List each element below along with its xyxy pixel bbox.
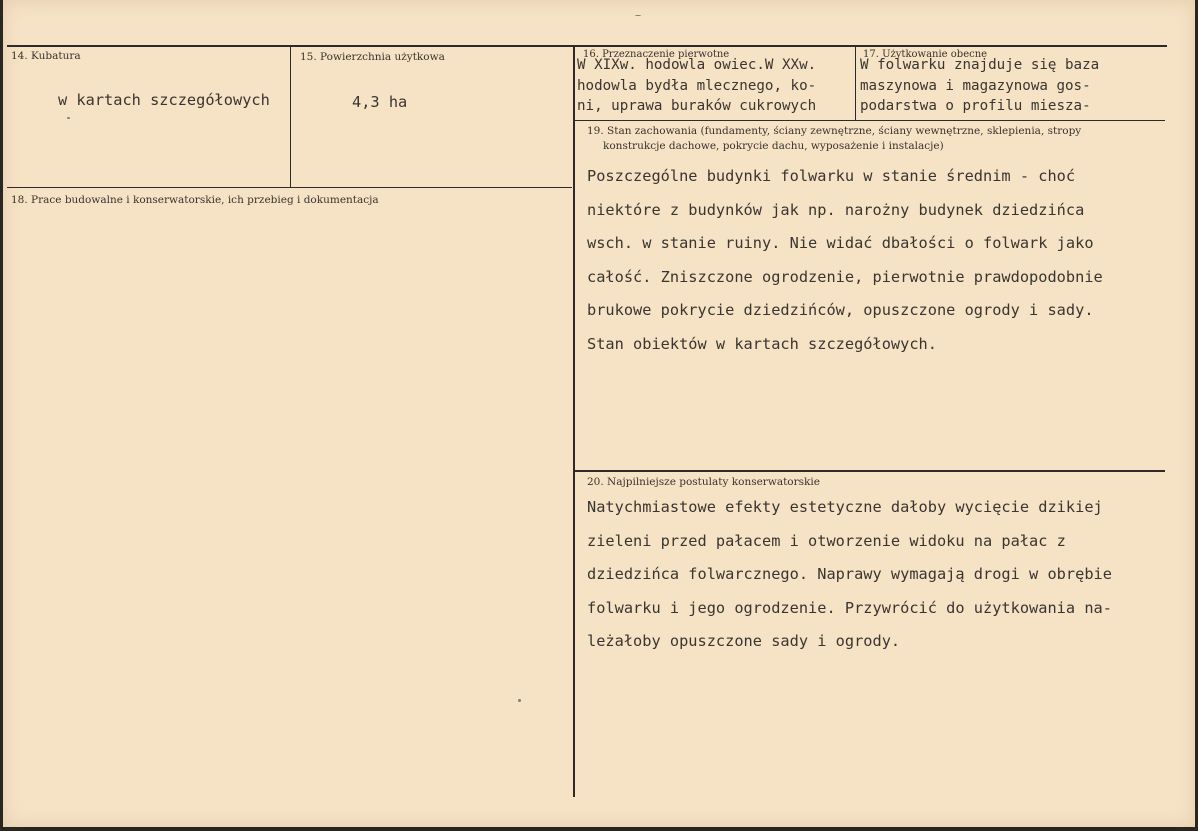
field-20-line: leżałoby opuszczone sady i ogrody.	[587, 632, 901, 651]
field-17-text	[860, 55, 1160, 119]
field-17-line	[860, 117, 1160, 120]
field-17-line: W folwarku znajduje się baza	[860, 57, 1100, 73]
paper-speck	[67, 117, 70, 119]
field-20-line: dziedzińca folwarcznego. Naprawy wymagają drogi w obrębie	[587, 565, 1112, 584]
field-16-line: hodowla bydła mlecznego, ko-	[577, 77, 817, 94]
field-19-line: Poszczególne budynki folwarku w stanie średnim - choć	[587, 167, 1076, 185]
field-19-line: wsch. w stanie ruiny. Nie widać dbałości o folwark jako	[587, 234, 1094, 253]
field-15-value: 4,3 ha	[352, 93, 408, 111]
field-16-line: ni, uprawa buraków cukrowych	[577, 98, 817, 114]
field-15-label: 15. Powierzchnia użytkowa	[300, 51, 445, 63]
paper-speck	[635, 15, 641, 16]
rule-under-field-16-17	[575, 120, 1165, 121]
field-17-line: maszynowa i magazynowa gos-	[860, 77, 1091, 94]
field-19-line: brukowe pokrycie dziedzińców, opuszczone ogrody i sady.	[587, 301, 1094, 320]
field-19-label-line-2: konstrukcje dachowe, pokrycie dachu, wyposażenie i instalacje)	[603, 140, 944, 152]
field-14-label: 14. Kubatura	[11, 50, 81, 62]
record-card	[3, 0, 1195, 827]
field-16-label: 16. Przeznaczenie pierwotne	[583, 49, 730, 60]
field-20-line: Natychmiastowe efekty estetyczne dałoby wycięcie dzikiej	[587, 498, 1103, 516]
field-16-line	[577, 117, 853, 120]
divider-16-17	[855, 45, 856, 121]
rule-above-field-20	[575, 470, 1165, 472]
field-19-line: niektóre z budynków jak np. narożny budynek dziedzińca	[587, 200, 1085, 219]
rule-under-row-1	[7, 187, 572, 188]
field-19-line: całość. Zniszczone ogrodzenie, pierwotnie prawdopodobnie	[587, 267, 1103, 286]
field-19-text	[587, 160, 1103, 362]
field-19-label-line-1: 19. Stan zachowania (fundamenty, ściany zewnętrzne, ściany wewnętrzne, sklepienia, stropy	[587, 125, 1082, 137]
field-17-line: podarstwa o profilu miesza-	[860, 98, 1091, 114]
field-17-label: 17. Użytkowanie obecne	[863, 49, 988, 60]
field-20-text	[587, 491, 1112, 659]
top-rule	[7, 45, 1167, 47]
field-19-line: Stan obiektów w kartach szczegółowych.	[587, 334, 937, 353]
divider-14-15	[290, 45, 291, 187]
field-20-line: zieleni przed pałacem i otworzenie widoku na pałac z	[587, 531, 1066, 550]
divider-left-right	[573, 45, 575, 797]
field-20-label: 20. Najpilniejsze postulaty konserwatorskie	[587, 476, 820, 488]
field-18-label: 18. Prace budowalne i konserwatorskie, ich przebieg i dokumentacja	[11, 194, 379, 206]
paper-speck	[518, 699, 521, 702]
field-14-value: w kartach szczegółowych	[58, 91, 270, 109]
field-16-line: W XIXw. hodowla owiec.W XXw.	[577, 57, 817, 73]
field-20-line: folwarku i jego ogrodzenie. Przywrócić do użytkowania na-	[587, 598, 1112, 617]
field-16-text	[577, 55, 853, 119]
